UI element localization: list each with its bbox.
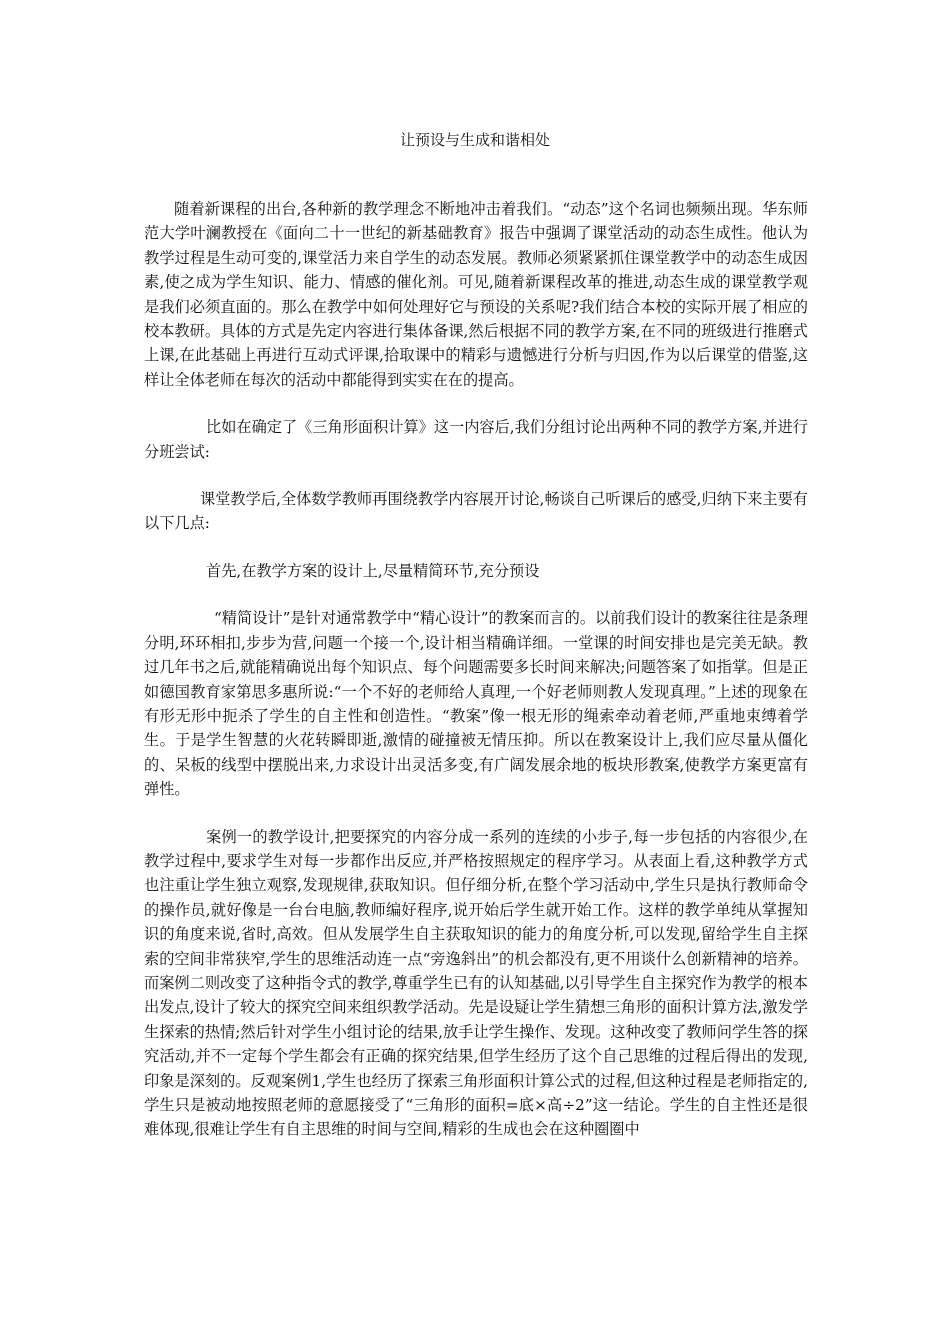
paragraph: 案例一的教学设计,把要探究的内容分成一系列的连续的小步子,每一步包括的内容很少,在教学过程中,要求学生对每一步都作出反应,并严格按照规定的程序学习。从表面上看,这种教学方式也注重让学生独立观察,发现规律,获取知识。但仔细分析,在整个学习活动中,学生只是执行教师命令的操作员,就好像是一台台电脑,教师编好程序,说开始后学生就开始工作。这样的教学单纯从掌握知识的角度来说,省时,高效。但从发展学生自主获取知识的能力的角度分析,可以发现,留给学生自主探索的空间非常狭窄,学生的思维活动连一点“旁逸斜出”的机会都没有,更不用谈什么创新精神的培养。而案例二则改变了这种指令式的教学,尊重学生已有的认知基础,以引导学生自主探究作为教学的根本出发点,设计了较大的探究空间来组织教学活动。先是设疑让学生猜想三角形的面积计算方法,激发学生探索的热情;然后针对学生小组讨论的结果,放手让学生操作、发现。这种改变了教师问学生答的探究活动,并不一定每个学生都会有正确的探究结果,但学生经历了这个自己思维的过程后得出的发现,印象是深刻的。反观案例1,学生也经历了探索三角形面积计算公式的过程,但这种过程是老师指定的,学生只是被动地按照老师的意愿接受了“三角形的面积=底×高÷2”这一结论。学生的自主性还是很难体现,很难让学生有自主思维的时间与空间,精彩的生成也会在这种圈圈中 [144,827,808,1139]
document-body [144,197,808,1142]
section-heading: 首先,在教学方案的设计上,尽量精简环节,充分预设 [206,561,540,580]
paragraph: 比如在确定了《三角形面积计算》这一内容后,我们分组讨论出两种不同的教学方案,并进行分班尝试: [144,418,808,461]
paragraph: 随着新课程的出台,各种新的教学理念不断地冲击着我们。“动态”这个名词也频频出现。华东师范大学叶澜教授在《面向二十一世纪的新基础教育》报告中强调了课堂活动的动态生成性。他认为教学过程是生动可变的,课堂活力来自学生的动态发展。教师必须紧紧抓住课堂教学中的动态生成因素,使之成为学生知识、能力、情感的催化剂。可见,随着新课程改革的推进,动态生成的课堂教学观是我们必须直面的。那么在教学中如何处理好它与预设的关系呢?我们结合本校的实际开展了相应的校本教研。具体的方式是先定内容进行集体备课,然后根据不同的教学方案,在不同的班级进行推磨式上课,在此基础上再进行互动式评课,拾取课中的精彩与遗憾进行分析与归因,作为以后课堂的借鉴,这样让全体老师在每次的活动中都能得到实实在在的提高。 [144,200,808,389]
document-title: 让预设与生成和谐相处 [399,131,550,149]
paragraph: “精简设计”是针对通常教学中“精心设计”的教案而言的。以前我们设计的教案往往是条理分明,环环相扣,步步为营,问题一个接一个,设计相当精确详细。一堂课的时间安排也是完美无缺。教过几年书之后,就能精确说出每个知识点、每个问题需要多长时间来解决;问题答案了如指掌。但是正如德国教育家第思多惠所说:“一个不好的老师给人真理,一个好老师则教人发现真理。”上述的现象在有形无形中扼杀了学生的自主性和创造性。“教案”像一根无形的绳索牵动着老师,严重地束缚着学生。于是学生智慧的火花转瞬即逝,激情的碰撞被无情压抑。所以在教案设计上,我们应尽量从僵化的、呆板的线型中摆脱出来,力求设计出灵活多变,有广阔发展余地的板块形教案,使教学方案更富有弹性。 [144,609,808,799]
paragraph: 课堂教学后,全体数学教师再围绕教学内容展开讨论,畅谈自己听课后的感受,归纳下来主要有以下几点: [144,490,808,533]
